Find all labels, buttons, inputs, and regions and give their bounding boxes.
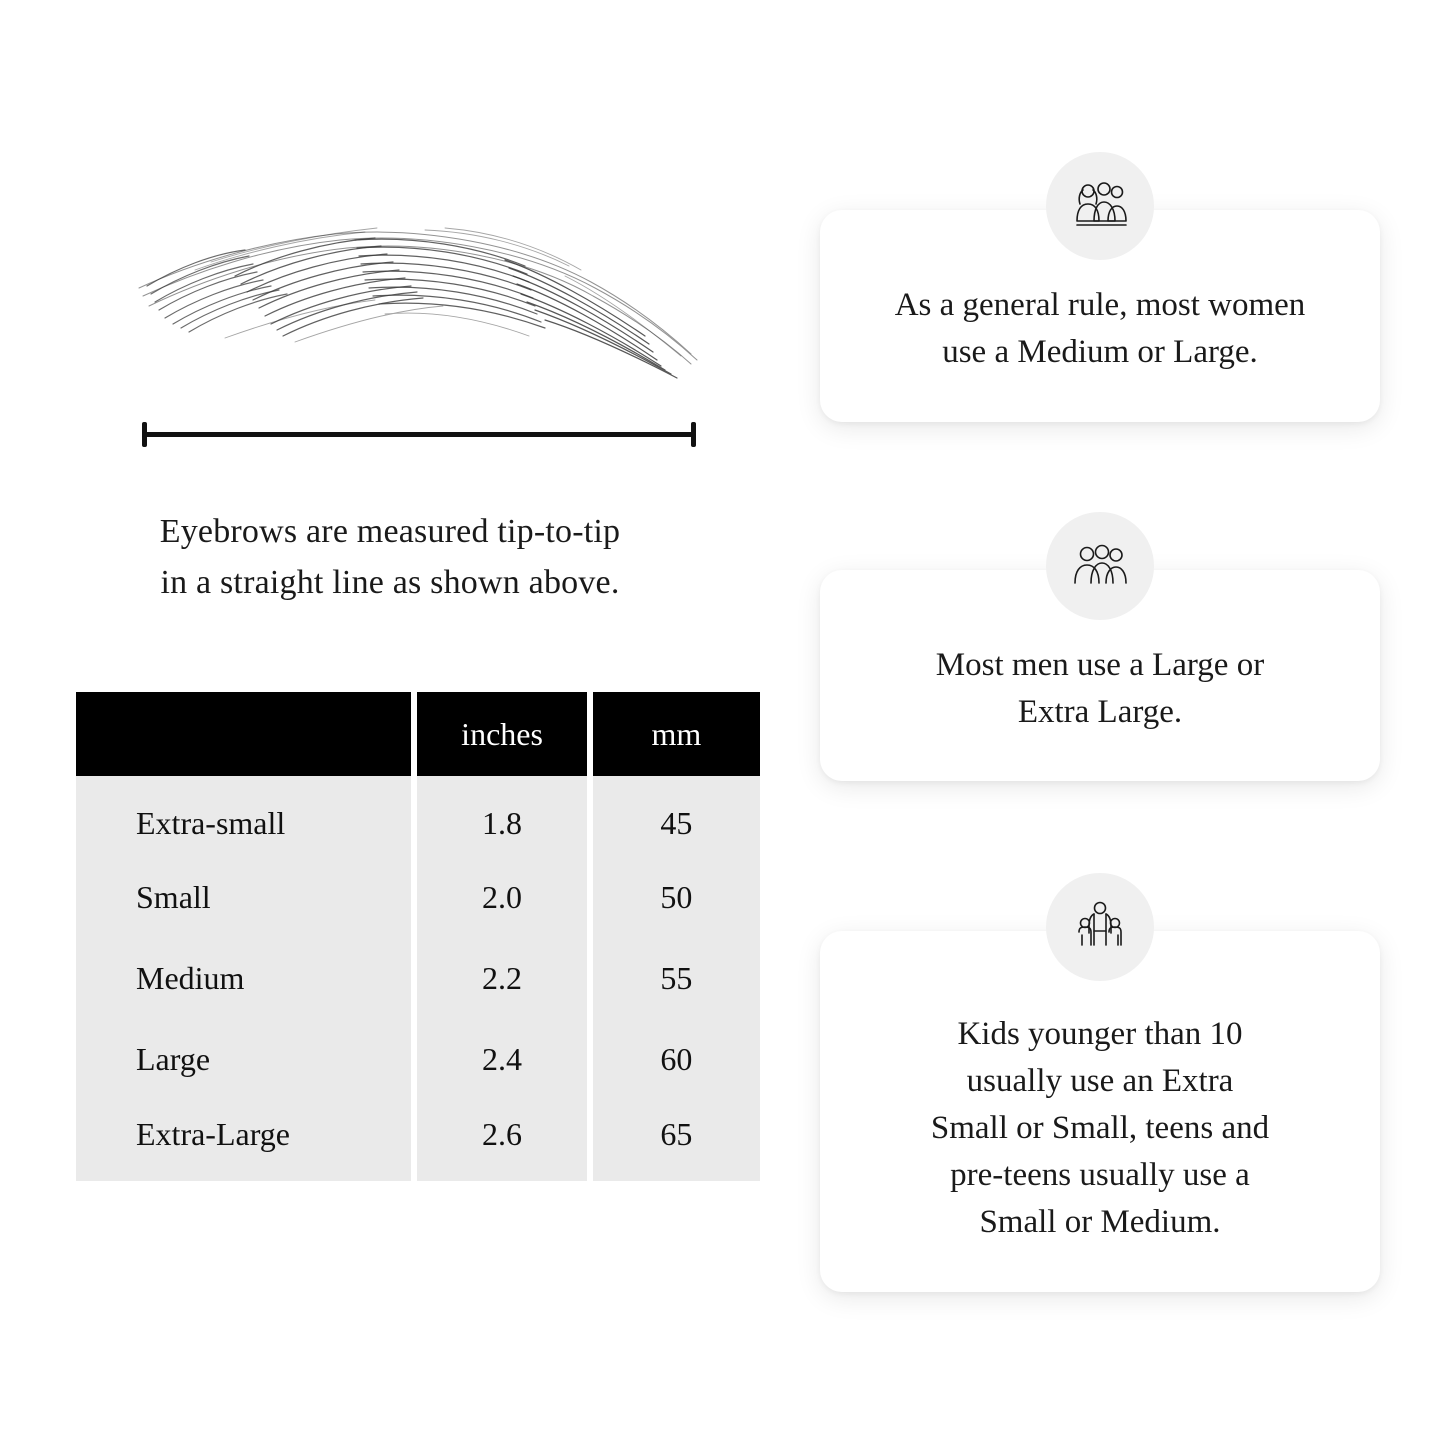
- table-header-row: [76, 692, 760, 776]
- caption-line-2: in a straight line as shown above.: [160, 564, 620, 601]
- note-line-3: Small or Small, teens and: [930, 1110, 1270, 1147]
- kids-group-icon: [1046, 873, 1154, 981]
- note-card-women: [820, 210, 1380, 422]
- tip-to-tip-measure-bar: [142, 422, 696, 446]
- cell-mm: 60: [593, 1019, 760, 1100]
- table-row: [76, 857, 760, 938]
- note-card-kids: [820, 931, 1380, 1291]
- note-line-2: use a Medium or Large.: [942, 333, 1258, 370]
- note-line-2: Extra Large.: [1017, 693, 1183, 730]
- notes-column: [820, 160, 1380, 1292]
- cell-inches: 2.4: [417, 1019, 586, 1100]
- cell-inches: 2.6: [417, 1100, 586, 1181]
- cell-mm: 55: [593, 938, 760, 1019]
- women-group-icon: [1046, 152, 1154, 260]
- caption-line-1: Eyebrows are measured tip-to-tip: [159, 513, 621, 550]
- cell-inches: 2.0: [417, 857, 586, 938]
- note-line-2: usually use an Extra: [966, 1063, 1234, 1100]
- note-text-men: [868, 642, 1332, 736]
- eyebrow-illustration: [125, 210, 725, 390]
- measure-cap-right: [691, 422, 696, 447]
- note-line-1: Kids younger than 10: [957, 1016, 1243, 1053]
- cell-mm: 65: [593, 1100, 760, 1181]
- cell-size-label: Small: [76, 857, 411, 938]
- measure-caption: [70, 506, 710, 608]
- note-line-1: As a general rule, most women: [894, 287, 1306, 323]
- cell-mm: 45: [593, 776, 760, 857]
- cell-size-label: Medium: [76, 938, 411, 1019]
- size-table-head: [76, 692, 760, 776]
- table-row: [76, 1100, 760, 1181]
- cell-mm: 50: [593, 857, 760, 938]
- cell-size-label: Large: [76, 1019, 411, 1100]
- header-mm: mm: [593, 692, 760, 776]
- eyebrow-figure: [70, 150, 770, 450]
- men-group-icon: [1046, 512, 1154, 620]
- note-text-women: [868, 282, 1332, 376]
- note-line-4: pre-teens usually use a: [950, 1157, 1250, 1194]
- note-line-1: Most men use a Large or: [935, 646, 1265, 683]
- cell-size-label: Extra-small: [76, 776, 411, 857]
- size-table: [70, 692, 766, 1181]
- header-label: [76, 692, 411, 776]
- cell-inches: 2.2: [417, 938, 586, 1019]
- cell-inches: 1.8: [417, 776, 586, 857]
- table-row: [76, 938, 760, 1019]
- note-text-kids: [868, 1011, 1332, 1245]
- header-inches: inches: [417, 692, 586, 776]
- table-row: [76, 776, 760, 857]
- note-card-men: [820, 570, 1380, 782]
- left-column: [70, 150, 770, 608]
- table-row: [76, 1019, 760, 1100]
- size-table-body: [76, 776, 760, 1181]
- measure-bar: [142, 432, 696, 437]
- cell-size-label: Extra-Large: [76, 1100, 411, 1181]
- note-line-5: Small or Medium.: [979, 1203, 1221, 1240]
